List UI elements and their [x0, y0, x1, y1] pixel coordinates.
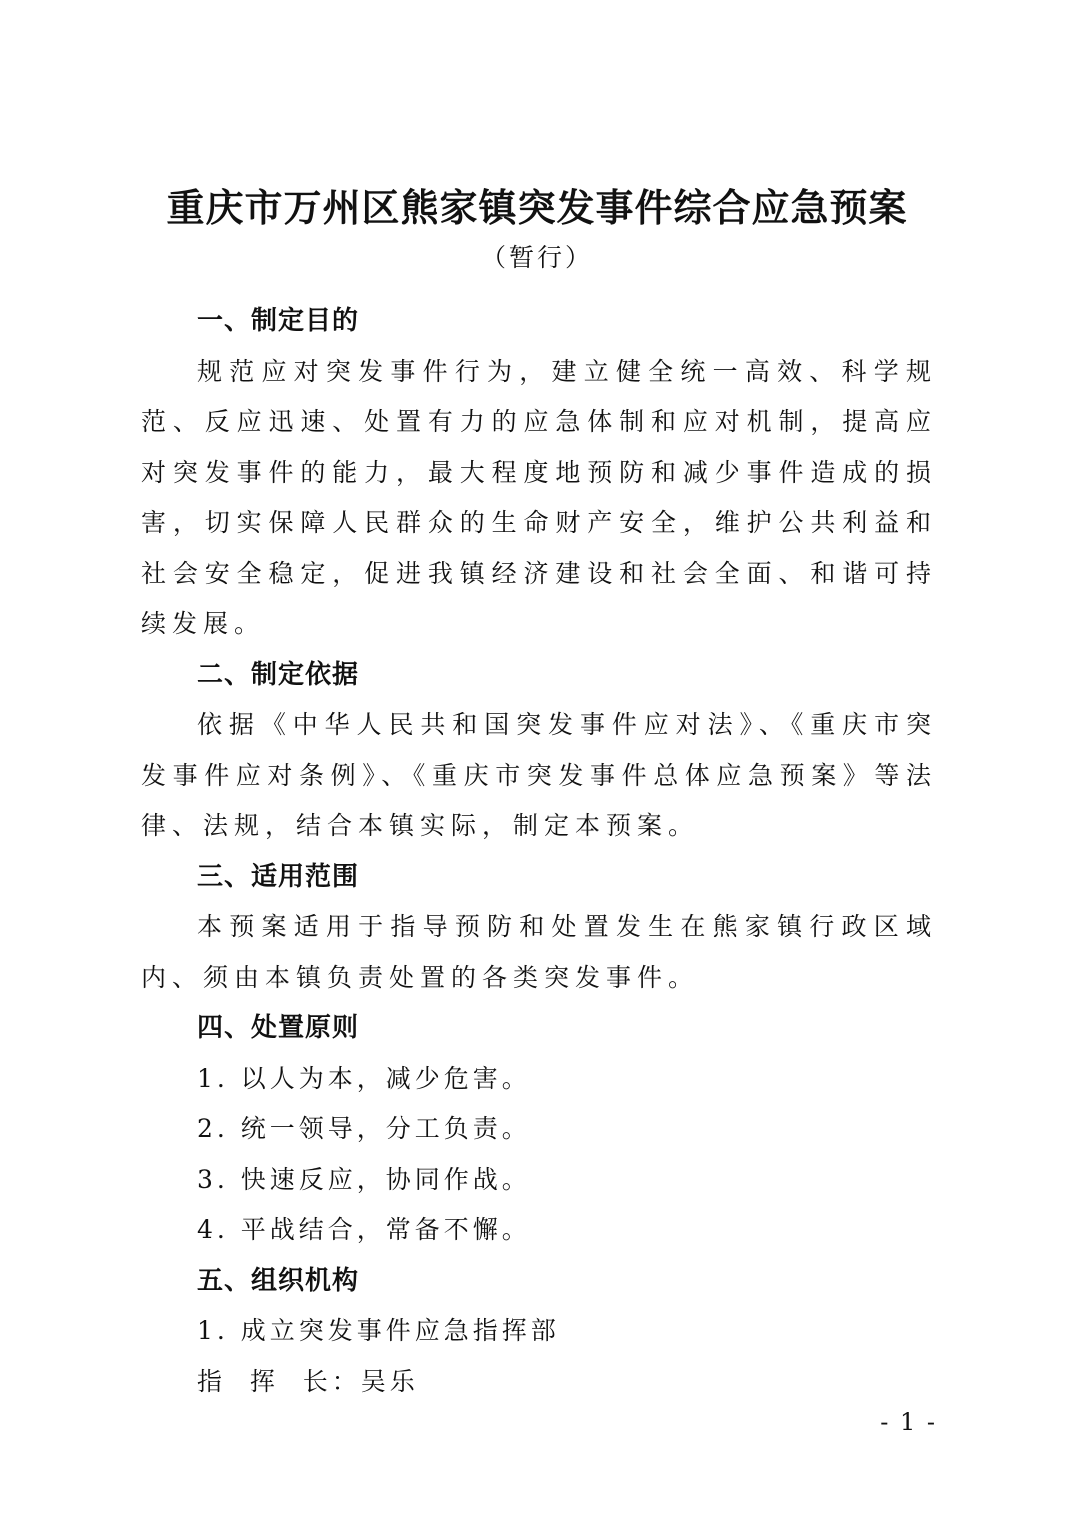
section-paragraph: 本预案适用于指导预防和处置发生在熊家镇行政区域内、须由本镇负责处置的各类突发事件。: [141, 912, 937, 992]
document-body: [141, 296, 937, 1407]
list-item: 4. 平战结合，常备不懈。: [197, 1215, 531, 1244]
list-item: 指 挥 长：吴乐: [197, 1366, 419, 1396]
list-item: 3. 快速反应，协同作战。: [197, 1164, 531, 1194]
list-item: 1. 以人为本，减少危害。: [197, 1063, 531, 1093]
section-heading: 二、制定依据: [197, 659, 360, 690]
section-heading: 三、适用范围: [197, 861, 360, 892]
document-title: 重庆市万州区熊家镇突发事件综合应急预案: [166, 185, 908, 230]
list-item: 1. 成立突发事件应急指挥部: [197, 1316, 560, 1345]
section-heading: 五、组织机构: [197, 1265, 360, 1296]
list-item: 2. 统一领导，分工负责。: [197, 1114, 531, 1143]
document-subtitle: （暂行）: [480, 243, 593, 272]
section-paragraph: 依据《中华人民共和国突发事件应对法》、《重庆市突发事件应对条例》、《重庆市突发事件总体应急预案》等法律、法规，结合本镇实际，制定本预案。: [141, 710, 937, 840]
page-number: - 1 -: [880, 1408, 937, 1436]
section-heading: 一、制定目的: [197, 306, 360, 336]
section-paragraph: 规范应对突发事件行为，建立健全统一高效、科学规范、反应迅速、处置有力的应急体制和应对机制，提高应对突发事件的能力，最大程度地预防和减少事件造成的损害，切实保障人民群众的生命财产安全，维护公共利益和社会安全稳定，促进我镇经济建设和社会全面、和谐可持续发展。: [141, 356, 937, 638]
section-heading: 四、处置原则: [197, 1013, 360, 1043]
